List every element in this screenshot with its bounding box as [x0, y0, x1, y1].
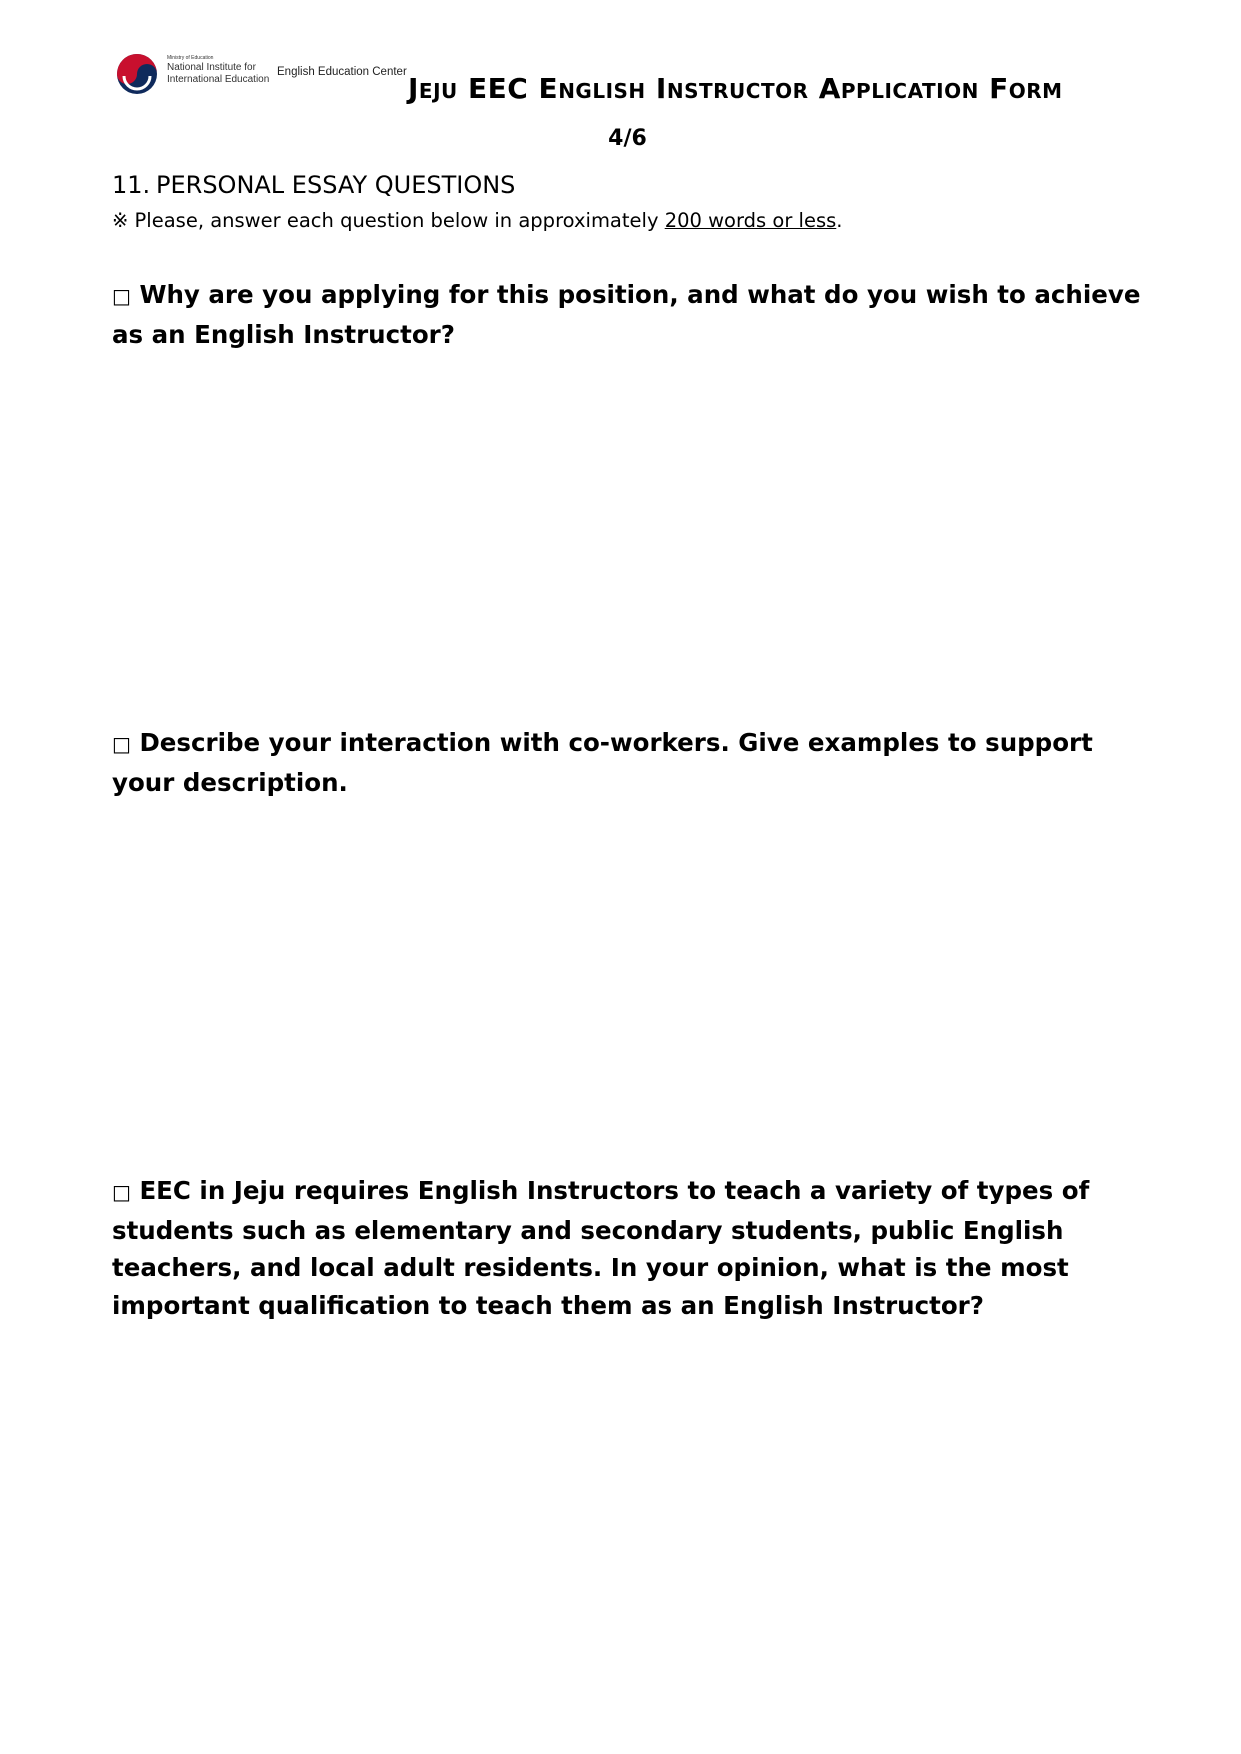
answer-area-1[interactable]	[112, 360, 1128, 710]
answer-area-2[interactable]	[112, 808, 1128, 1158]
instruction-prefix: ※ Please, answer each question below in approximately	[112, 209, 665, 232]
checkbox-square-icon: □	[112, 732, 131, 756]
page-number: 4/6	[608, 126, 647, 151]
word-limit: 200 words or less	[664, 209, 837, 232]
logo-institute-text	[167, 55, 269, 86]
logo-institute-line2: International Education	[167, 74, 270, 85]
checkbox-square-icon: □	[112, 284, 131, 308]
answer-area-3[interactable]	[112, 1330, 1128, 1710]
essay-question-1	[112, 276, 1142, 353]
taegeuk-emblem-icon	[115, 52, 159, 96]
section-heading	[112, 170, 515, 200]
section-number: 11.	[112, 171, 151, 199]
essay-question-3	[112, 1172, 1142, 1324]
instruction-suffix: .	[836, 209, 843, 232]
question-text: EEC in Jeju requires English Instructors to teach a variety of types of students such as elementary and secondary students, public English teachers, and local adult residents. In your opinion, what is the most important qualification to teach them as an English Instructor?	[112, 1176, 1090, 1320]
question-text: Why are you applying for this position, and what do you wish to achieve as an English Instructor?	[112, 280, 1141, 349]
checkbox-square-icon: □	[112, 1180, 131, 1204]
essay-question-2	[112, 724, 1142, 801]
logo-center-name: English Education Center	[277, 66, 407, 78]
form-title: Jeju EEC English Instructor Application Form	[408, 72, 1063, 105]
essay-instruction	[112, 208, 842, 234]
question-text: Describe your interaction with co-workers. Give examples to support your description.	[112, 728, 1093, 797]
section-title: PERSONAL ESSAY QUESTIONS	[156, 171, 516, 199]
nile-logo	[115, 49, 415, 97]
logo-institute-line1: National Institute for	[167, 62, 256, 73]
logo-ministry: Ministry of Education	[167, 55, 214, 61]
